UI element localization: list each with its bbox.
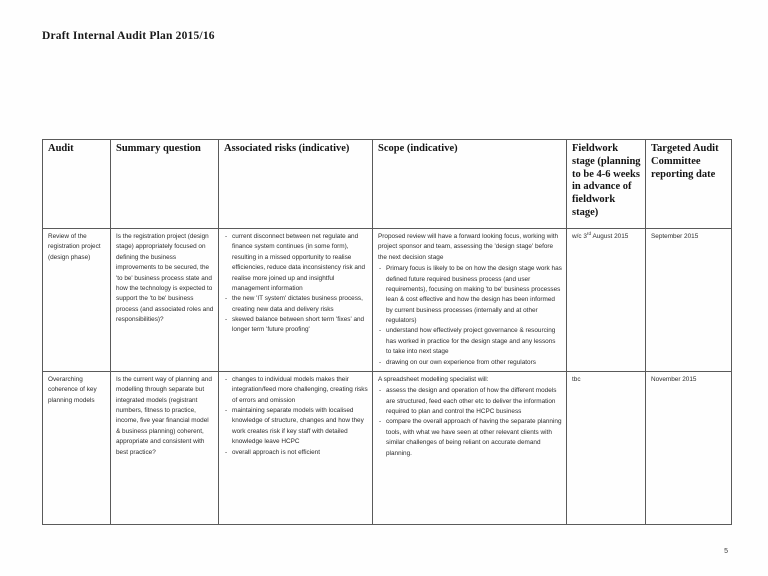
summary-question-text: Is the current way of planning and modelling through separate but integrated models (registrant numbers, fitness to practice, income, five year financial model & business planning) coherent, appropriate and consistent with best practice? [116, 375, 212, 456]
reporting-date: November 2015 [651, 375, 697, 383]
scope-intro: A spreadsheet modelling specialist will: [378, 375, 489, 383]
list-item: - overall approach is not efficient [224, 448, 368, 458]
fieldwork-date: tbc [572, 375, 581, 383]
fieldwork-date [572, 232, 641, 242]
fieldwork-date-prefix: w/c 3 [572, 233, 587, 240]
cell-associated-risks [219, 371, 373, 524]
list-item: - understand how effectively project governance & resourcing has worked in practice for the design stage and any lessons to take into next stage [378, 326, 562, 357]
summary-question-text: Is the registration project (design stage) appropriately focused on defining the business improvements to be secured, the 'to be' business process state and how the technology is expected to support the 'to be' business process (and associated roles and responsibilities)? [116, 233, 214, 323]
ordinal-suffix: rd [586, 230, 592, 236]
audit-name: Review of the registration project (design phase) [48, 233, 101, 261]
document-title: Draft Internal Audit Plan 2015/16 [42, 30, 215, 42]
list-item: - compare the overall approach of having the separate planning tools, with what we have seen at other relevant clients with similar challenges of being reliant on accurate demand planning. [378, 417, 562, 459]
risk-list [224, 375, 368, 458]
table-row [43, 229, 732, 372]
list-item: - changes to individual models makes their integration/feed more challenging, creating risks of errors and omission [224, 375, 368, 406]
list-item: - the new 'IT system' dictates business process, creating new data and delivery risks [224, 294, 368, 315]
table-header-row [43, 140, 732, 229]
list-item: - skewed balance between short term 'fixes' and longer term 'future proofing' [224, 315, 368, 336]
cell-audit [43, 229, 111, 372]
column-header-associated-risks: Associated risks (indicative) [219, 140, 373, 229]
cell-scope [373, 371, 567, 524]
risk-list [224, 232, 368, 336]
column-header-summary-question: Summary question [111, 140, 219, 229]
column-header-fieldwork-stage: Fieldwork stage (planning to be 4-6 weeks in advance of fieldwork stage) [567, 140, 646, 229]
cell-reporting-date [646, 229, 732, 372]
cell-audit [43, 371, 111, 524]
cell-scope [373, 229, 567, 372]
column-header-scope: Scope (indicative) [373, 140, 567, 229]
scope-list [378, 264, 562, 368]
fieldwork-date-suffix: August 2015 [591, 233, 629, 240]
scope-list [378, 386, 562, 459]
cell-associated-risks [219, 229, 373, 372]
list-item: - drawing on our own experience from other regulators [378, 358, 562, 368]
page-number: 5 [724, 548, 728, 555]
column-header-reporting-date: Targeted Audit Committee reporting date [646, 140, 732, 229]
reporting-date: September 2015 [651, 233, 699, 240]
scope-intro: Proposed review will have a forward looking focus, working with project sponsor and team, assessing the 'design stage' before the next decision stage [378, 233, 559, 261]
list-item: - assess the design and operation of how the different models are structured, feed each other etc to deliver the information required to plan and control the HCPC business [378, 386, 562, 417]
cell-summary-question [111, 229, 219, 372]
table-row [43, 371, 732, 524]
cell-summary-question [111, 371, 219, 524]
list-item: - current disconnect between net regulate and finance system continues (in some form), resulting in a missed opportunity to realise efficiencies, reduce data inconsistency risk and realise more joined up and insightful management information [224, 232, 368, 294]
audit-name: Overarching coherence of key planning models [48, 375, 97, 404]
audit-plan-table [42, 139, 732, 525]
column-header-audit: Audit [43, 140, 111, 229]
cell-fieldwork-stage [567, 229, 646, 372]
list-item: - Primary focus is likely to be on how the design stage work has defined future required business process (and user requirements), focusing on making 'to be' business processes lean & cost effective and how the design has been informed by current business processes (internally and at other regulators) [378, 264, 562, 326]
cell-reporting-date [646, 371, 732, 524]
cell-fieldwork-stage [567, 371, 646, 524]
list-item: - maintaining separate models with localised knowledge of structure, changes and how they work creates risk if key staff with detailed knowledge leave HCPC [224, 406, 368, 448]
